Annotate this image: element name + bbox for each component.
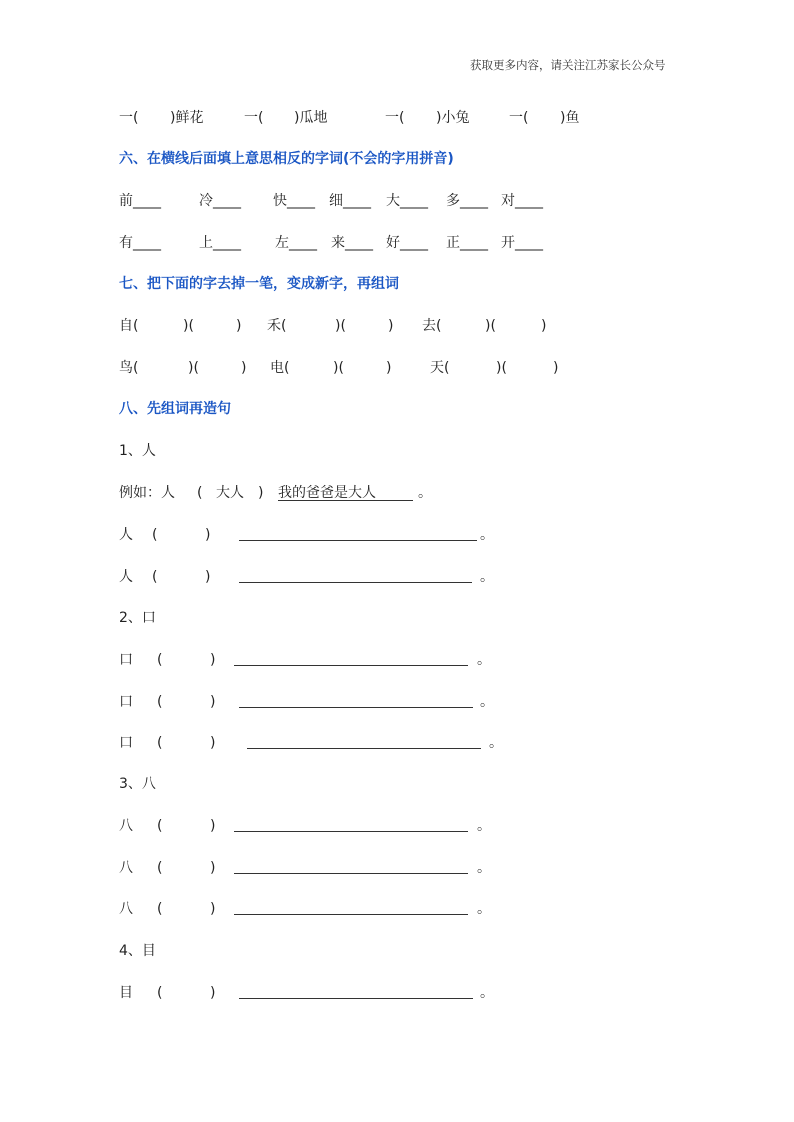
antonym-item: 冷____ <box>199 193 241 209</box>
group-2-heading: 2、口 <box>119 610 156 626</box>
measure-1-close: )鲜花 <box>170 110 204 126</box>
stroke-char: 鸟( <box>119 360 139 376</box>
stroke-end: ) <box>236 318 242 334</box>
fill-char: 口 <box>119 694 133 710</box>
fill-open-paren: ( <box>157 818 163 834</box>
fill-period: 。 <box>480 569 494 585</box>
stroke-end: ) <box>386 360 392 376</box>
stroke-end: ) <box>388 318 394 334</box>
fill-char: 八 <box>119 818 133 834</box>
antonym-item: 前____ <box>119 193 161 209</box>
measure-2-open: 一( <box>244 110 264 126</box>
stroke-end: ) <box>553 360 559 376</box>
sentence-blank[interactable] <box>239 540 477 541</box>
example-sentence-text: 我的爸爸是大人 <box>278 486 413 501</box>
fill-period: 。 <box>480 527 494 543</box>
sentence-blank[interactable] <box>239 707 473 708</box>
fill-close-paren: ) <box>210 985 216 1001</box>
antonym-item: 细____ <box>329 193 371 209</box>
antonym-item: 开____ <box>501 235 543 251</box>
stroke-mid: )( <box>333 360 344 376</box>
fill-open-paren: ( <box>157 860 163 876</box>
sentence-blank[interactable] <box>239 582 472 583</box>
antonym-item: 来____ <box>331 235 373 251</box>
section8-title: 八、先组词再造句 <box>119 401 231 417</box>
fill-period: 。 <box>477 652 491 668</box>
stroke-mid: )( <box>183 318 194 334</box>
antonym-item: 上____ <box>199 235 241 251</box>
measure-2-close: )瓜地 <box>294 110 328 126</box>
stroke-char: 自( <box>119 318 139 334</box>
antonym-item: 有____ <box>119 235 161 251</box>
sentence-blank[interactable] <box>234 665 468 666</box>
group-1-heading: 1、人 <box>119 443 156 459</box>
stroke-char: 禾( <box>267 318 287 334</box>
fill-char: 八 <box>119 901 133 917</box>
measure-3-close: )小兔 <box>436 110 470 126</box>
fill-open-paren: ( <box>152 527 158 543</box>
fill-period: 。 <box>477 818 491 834</box>
fill-close-paren: ) <box>210 860 216 876</box>
antonym-item: 左____ <box>275 235 317 251</box>
antonym-item: 快____ <box>273 193 315 209</box>
fill-period: 。 <box>489 735 503 751</box>
measure-4-open: 一( <box>509 110 529 126</box>
fill-close-paren: ) <box>205 569 211 585</box>
example-word: 大人 <box>216 485 244 501</box>
sentence-blank[interactable] <box>234 873 468 874</box>
fill-period: 。 <box>480 694 494 710</box>
fill-char: 人 <box>119 527 133 543</box>
fill-close-paren: ) <box>210 694 216 710</box>
section7-title: 七、把下面的字去掉一笔，变成新字，再组词 <box>119 276 399 292</box>
fill-char: 口 <box>119 735 133 751</box>
stroke-mid: )( <box>496 360 507 376</box>
fill-close-paren: ) <box>205 527 211 543</box>
stroke-char: 天( <box>430 360 450 376</box>
fill-char: 人 <box>119 569 133 585</box>
fill-open-paren: ( <box>157 901 163 917</box>
fill-open-paren: ( <box>157 735 163 751</box>
sentence-blank[interactable] <box>234 914 468 915</box>
sentence-blank[interactable] <box>247 748 481 749</box>
measure-4-close: )鱼 <box>560 110 580 126</box>
stroke-mid: )( <box>335 318 346 334</box>
example-sentence <box>278 486 413 501</box>
fill-open-paren: ( <box>157 985 163 1001</box>
group-4-heading: 4、目 <box>119 943 156 959</box>
stroke-end: ) <box>541 318 547 334</box>
fill-close-paren: ) <box>210 735 216 751</box>
measure-3-open: 一( <box>385 110 405 126</box>
fill-open-paren: ( <box>157 652 163 668</box>
page-header: 获取更多内容，请关注江苏家长公众号 <box>470 58 666 72</box>
antonym-item: 好____ <box>386 235 428 251</box>
sentence-blank[interactable] <box>234 831 468 832</box>
antonym-item: 正____ <box>446 235 488 251</box>
antonym-item: 对____ <box>501 193 543 209</box>
fill-char: 口 <box>119 652 133 668</box>
fill-period: 。 <box>480 985 494 1001</box>
fill-close-paren: ) <box>210 652 216 668</box>
antonym-item: 大____ <box>386 193 428 209</box>
section6-title: 六、在横线后面填上意思相反的字词(不会的字用拼音) <box>119 151 454 167</box>
sentence-blank[interactable] <box>239 998 473 999</box>
fill-close-paren: ) <box>210 818 216 834</box>
example-close-paren: ) <box>258 485 264 501</box>
stroke-mid: )( <box>485 318 496 334</box>
stroke-mid: )( <box>188 360 199 376</box>
stroke-char: 去( <box>422 318 442 334</box>
fill-char: 目 <box>119 985 133 1001</box>
antonym-item: 多____ <box>446 193 488 209</box>
fill-open-paren: ( <box>152 569 158 585</box>
fill-period: 。 <box>477 901 491 917</box>
fill-period: 。 <box>477 860 491 876</box>
group-3-heading: 3、八 <box>119 776 156 792</box>
example-open-paren: ( <box>197 485 203 501</box>
example-label: 例如：人 <box>119 485 175 501</box>
stroke-end: ) <box>241 360 247 376</box>
example-period: 。 <box>418 485 432 501</box>
stroke-char: 电( <box>270 360 290 376</box>
measure-1-open: 一( <box>119 110 139 126</box>
fill-open-paren: ( <box>157 694 163 710</box>
fill-close-paren: ) <box>210 901 216 917</box>
fill-char: 八 <box>119 860 133 876</box>
